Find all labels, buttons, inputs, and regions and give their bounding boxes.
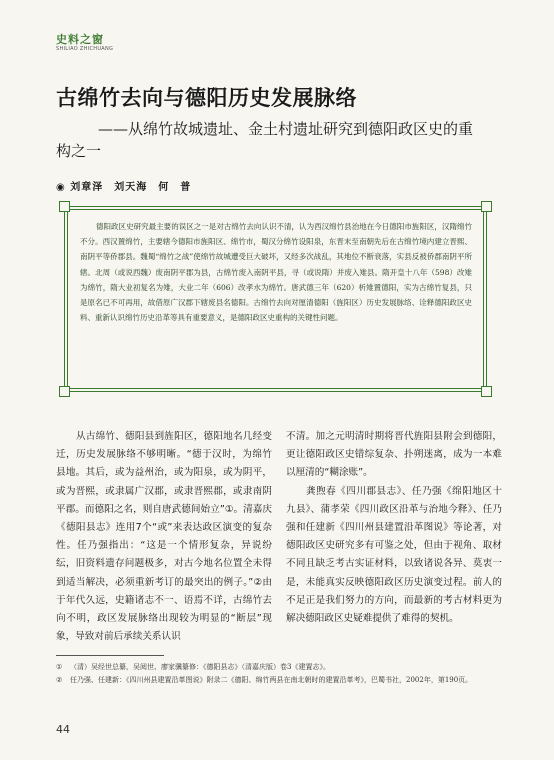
footnote-mark: ① xyxy=(56,663,63,671)
body-paragraph: 龚煦春《四川郡县志》、任乃强《绵阳地区十九县》、蒲孝荣《四川政区沿革与治地今释》、任乃强和任建新《四川州县建置沿革图说》等论著，对德阳政区史研究多有可鉴之处，但由于视角、取材不同且缺乏考古实证材料，以致诸说各异、莫衷一是，未能真实反映德阳政区历史演变过程。前人的不足正是我们努力的方向，而最新的考古材料更为解决德阳政区史疑难提供了难得的契机。 xyxy=(286,485,502,625)
article-title: 古绵竹去向与德阳历史发展脉络 xyxy=(56,85,357,110)
article-subtitle xyxy=(56,118,522,162)
page-number: 44 xyxy=(56,723,70,736)
body-paragraph: 不清。加之元明清时期将晋代旌阳县附会到德阳，更让德阳政区史错综复杂、扑朔迷离，成为一本难以厘清的“糊涂账”。 xyxy=(286,431,502,479)
footnote xyxy=(56,674,506,687)
footnotes xyxy=(56,661,506,687)
subtitle-line-2: 构之一 xyxy=(56,142,102,160)
subtitle-line-1: ——从绵竹故城遗址、金土村遗址研究到德阳政区史的重 xyxy=(98,120,474,138)
section-pinyin: SHILIAO ZHICHUANG xyxy=(56,46,114,52)
footnote-text: （清）吴经世总纂，吴阅世、廖家骥纂修：《德阳县志》（清嘉庆版）卷3《建置志》。 xyxy=(70,663,330,671)
frame-corner-ornament xyxy=(59,201,70,212)
body-paragraph: 从古绵竹、德阳县到旌阳区，德阳地名几经变迁，历史发展脉络不够明晰。“德于汉时，为绵竹县地。其后，或为益州治，或为阳泉，或为阴平，或为晋熙，或隶属广汉郡，或隶晋熙郡，或隶南阴平郡。而德阳之名，则自唐武德间始立”①。清嘉庆《德阳县志》连用7个“或”来表达政区演变的复杂性。任乃强指出：“这是一个情形复杂，异说纷纭，旧资料遗存问题极多，对古今地名位置全未得到适当解决，必须重新考订的最突出的例子。”②由于年代久远，史籍诸志不一、语焉不详，古绵竹去向不明，政区发展脉络出现较为明显的“断层”现象，导致对前后承续关系认识 xyxy=(56,431,272,643)
abstract-text: 德阳政区史研究最主要的误区之一是对古绵竹去向认识不清，认为西汉绵竹县治地在今日德阳市旌阳区，汉隋绵竹不分。西汉置绵竹，主要辖今德阳市旌阳区、绵竹市，蜀汉分绵竹设阳泉，东晋末至南朝先后在古绵竹境内建立晋熙、南阴平等侨郡县。魏蜀“绵竹之战”使绵竹故城遭受巨大破坏，又经多次战乱，其地位不断衰落，实县反被侨郡南阴平所辖。北周（或说西魏）废南阴平郡为县，古绵竹废入南阴平县，寻（或说隋）并废入雉县。隋开皇十八年（598）改雉为绵竹，隋大业初复名为雉，大业二年（606）改孝水为绵竹。唐武德三年（620）析雉置德阳，实为古绵竹复县，只是原名已不可再用，故借原广汉郡下辖废县名德阳。古绵竹去向对厘清德阳（旌阳区）历史发展脉络、诠释德阳政区史料、重新认识绵竹历史沿革等具有重要意义，是德阳政区史重构的关键性问题。 xyxy=(80,222,472,323)
footnote-mark: ② xyxy=(56,676,63,684)
body-column-right xyxy=(286,428,502,628)
footnote xyxy=(56,661,506,674)
frame-corner-ornament xyxy=(481,386,492,397)
section-name: 史料之窗 xyxy=(56,33,104,46)
abstract-box xyxy=(64,206,487,392)
body-column-left xyxy=(56,428,272,646)
footnote-text: 任乃强、任建新：《四川州县建置沿革图说》附录二《德阳、绵竹两县在南北朝时的建置沿革考》，巴蜀书社，2002年，第190页。 xyxy=(70,676,473,684)
frame-corner-ornament xyxy=(59,386,70,397)
author-line: ◉ 刘章泽 刘天海 何 普 xyxy=(56,182,192,193)
footnote-divider xyxy=(56,655,164,656)
frame-corner-ornament xyxy=(481,201,492,212)
